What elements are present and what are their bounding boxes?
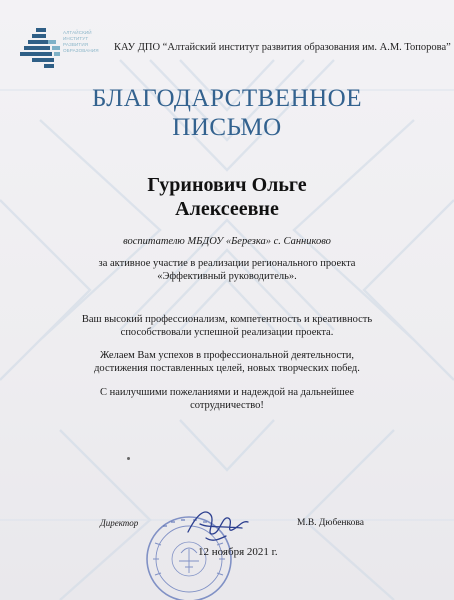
paragraph-line: С наилучшими пожеланиями и надеждой на дальнейшее: [99, 387, 355, 398]
title-line: ПИСЬМО: [172, 114, 282, 141]
recipient-name-line: Алексеевне: [175, 198, 279, 220]
body-paragraph-1: [0, 313, 454, 339]
logo-text-line: АЛТАЙСКИЙ: [63, 30, 92, 35]
paragraph-line: Желаем Вам успехов в профессиональной деятельности,: [100, 350, 354, 361]
institute-logo: [18, 26, 110, 76]
paragraph-line: способствовали успешной реализации проекта.: [120, 327, 334, 338]
body-paragraph-2: [0, 349, 454, 375]
logo-text-line: ОБРАЗОВАНИЯ: [63, 48, 99, 53]
signatory-role: Директор: [100, 518, 139, 528]
handwritten-signature: [182, 498, 252, 550]
paragraph-line: за активное участие в реализации регионального проекта: [98, 258, 356, 269]
recipient-name: [0, 173, 454, 221]
logo-icon: [18, 26, 62, 72]
paragraph-line: «Эффективный руководитель».: [157, 271, 297, 282]
letter-date: 12 ноября 2021 г.: [198, 546, 278, 558]
paragraph-line: сотрудничество!: [190, 400, 264, 411]
logo-text: [63, 30, 109, 54]
signatory-name: М.В. Дюбенкова: [297, 518, 364, 528]
logo-text-line: РАЗВИТИЯ: [63, 42, 89, 47]
paragraph-line: достижения поставленных целей, новых творческих побед.: [94, 363, 360, 374]
organization-header: КАУ ДПО “Алтайский институт развития образования им. А.М. Топорова”: [114, 42, 451, 53]
recipient-name-line: Гуринович Ольге: [147, 174, 307, 196]
paragraph-line: Ваш высокий профессионализм, компетентность и креативность: [81, 314, 373, 325]
title-line: БЛАГОДАРСТВЕННОЕ: [91, 85, 363, 112]
reason-paragraph: [0, 257, 454, 283]
letter-title: [0, 84, 454, 142]
recipient-position: воспитателю МБДОУ «Березка» с. Санниково: [123, 236, 331, 247]
body-paragraph-3: [0, 386, 454, 412]
logo-text-line: ИНСТИТУТ: [63, 36, 89, 41]
ink-dot: [127, 457, 130, 460]
